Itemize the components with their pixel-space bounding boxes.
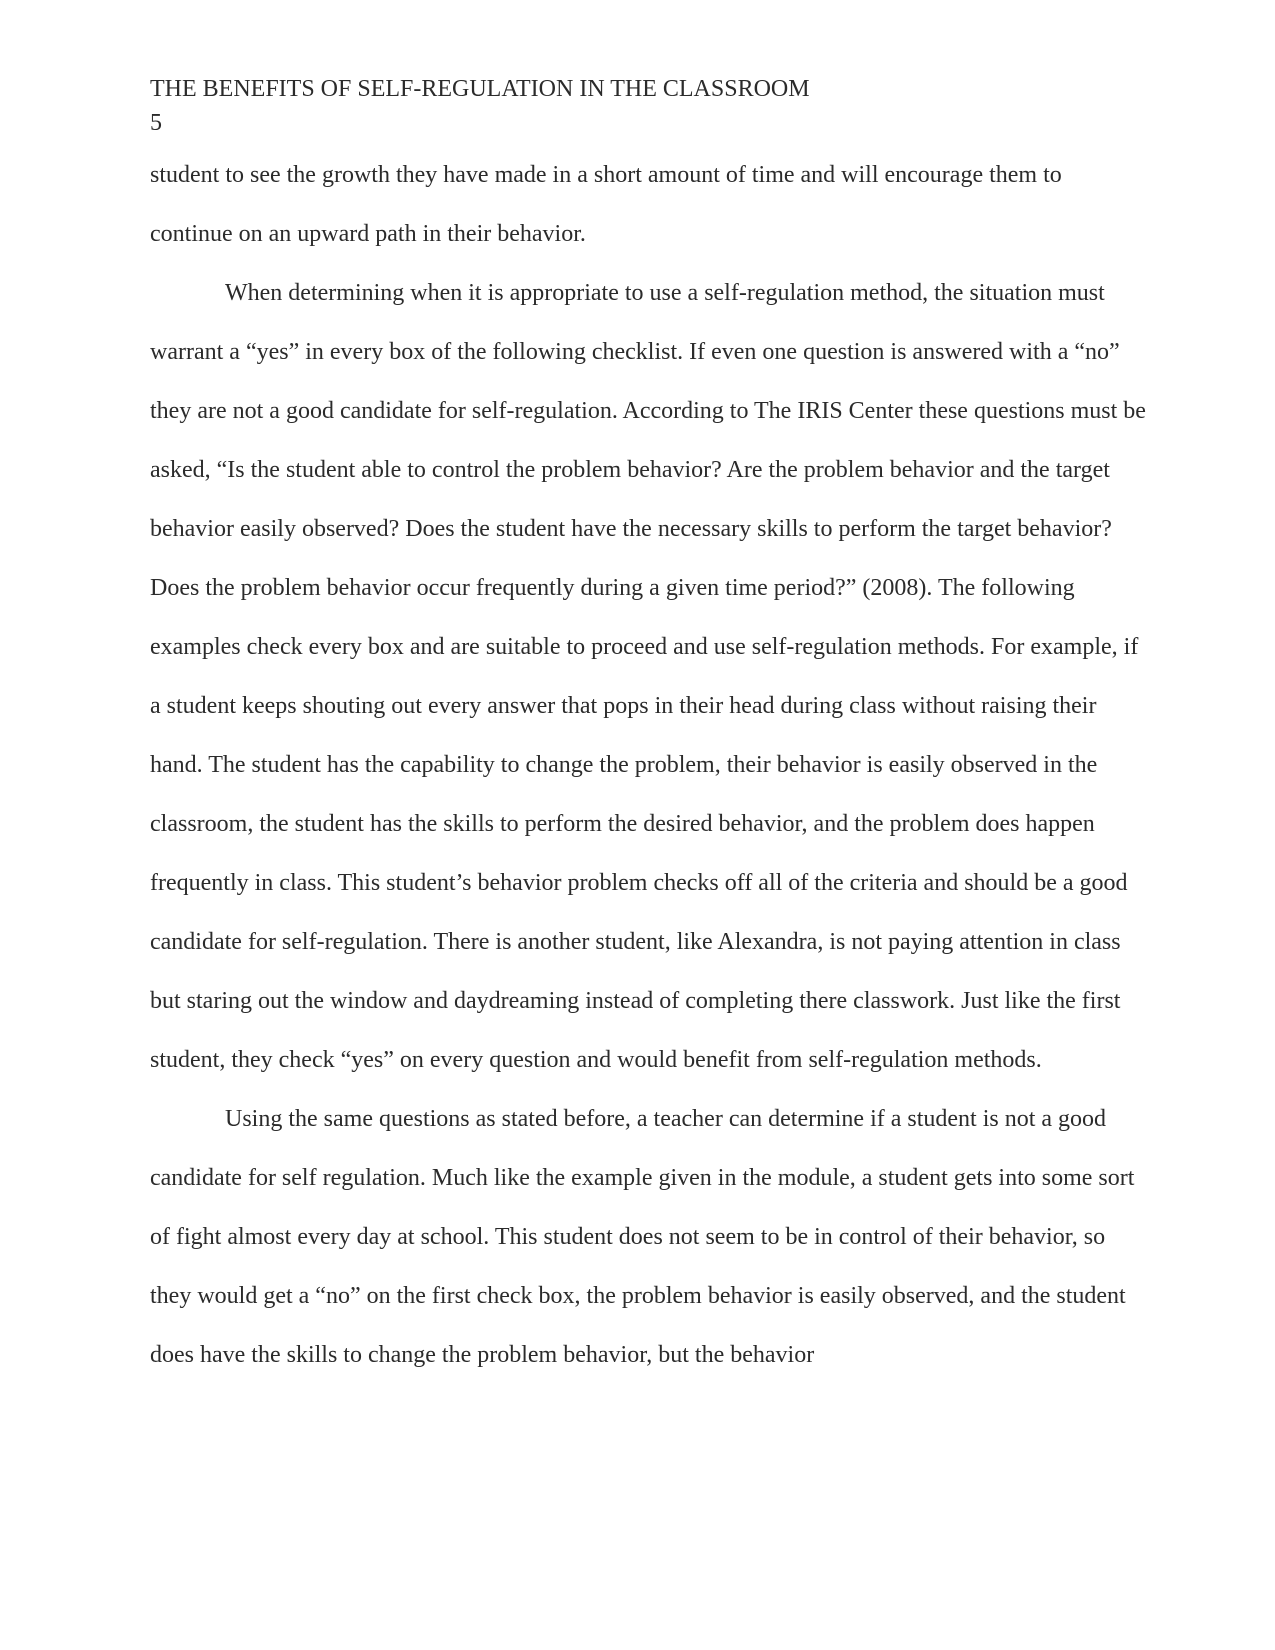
running-head: THE BENEFITS OF SELF-REGULATION IN THE CLASSROOM <box>150 76 810 102</box>
body-text <box>150 146 1150 1385</box>
paragraph-not-a-candidate: Using the same questions as stated before, a teacher can determine if a student is not a good candidate for self regulation. Much like the example given in the module, a student gets into some sort of fight almost every day at school. This student does not seem to be in control of their behavior, so they would get a “no” on the first check box, the problem behavior is easily observed, and the student does have the skills to change the problem behavior, but the behavior <box>150 1106 1135 1368</box>
paragraph-checklist-criteria: When determining when it is appropriate to use a self-regulation method, the situation must warrant a “yes” in every box of the following checklist. If even one question is answered with a “no” they are not a good candidate for self-regulation. According to The IRIS Center these questions must be asked, “Is the student able to control the problem behavior? Are the problem behavior and the target behavior easily observed? Does the student have the necessary skills to perform the target behavior? Does the problem behavior occur frequently during a given time period?” (2008). The following examples check every box and are suitable to proceed and use self-regulation methods. For example, if a student keeps shouting out every answer that pops in their head during class without raising their hand. The student has the capability to change the problem, their behavior is easily observed in the classroom, the student has the skills to perform the desired behavior, and the problem does happen frequently in class. This student’s behavior problem checks off all of the criteria and should be a good candidate for self-regulation. There is another student, like Alexandra, is not paying attention in class but staring out the window and daydreaming instead of completing there classwork. Just like the first student, they check “yes” on every question and would benefit from self-regulation methods. <box>150 280 1146 1073</box>
page-number: 5 <box>150 110 162 136</box>
paragraph-continuation: student to see the growth they have made in a short amount of time and will encourage them to continue on an upward path in their behavior. <box>150 162 1062 247</box>
